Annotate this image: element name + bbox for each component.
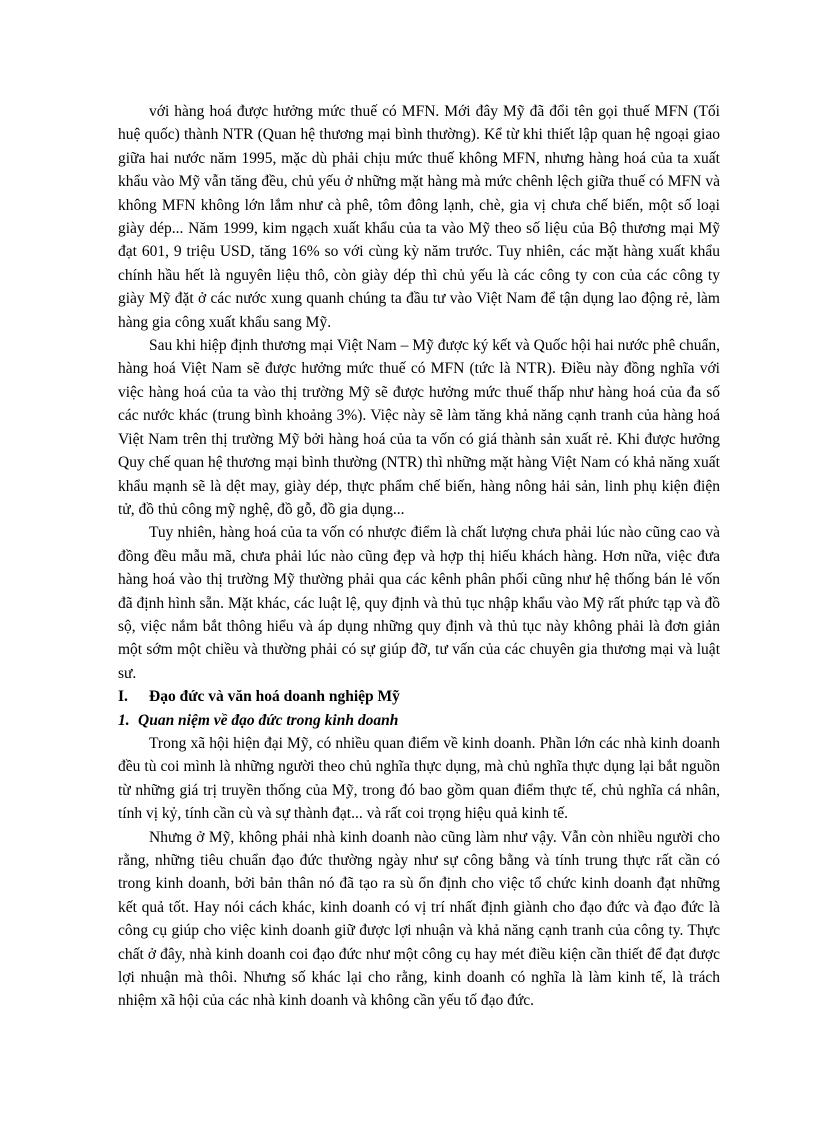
subsection-heading-number: 1. <box>118 711 130 729</box>
paragraph-business-views: Trong xã hội hiện đại Mỹ, có nhiều quan điểm về kinh doanh. Phần lớn các nhà kinh doanh đều tù coi mình là những người theo chủ nghĩa thực dụng, mà chủ nghĩa thực dụng lại bắt nguồn từ những giá trị truyền thống của Mỹ, trong đó bao gồm quan điểm thực tế, chủ nghĩa cá nhân, tính vị kỷ, tính cần cù và sự thành đạt... và rất coi trọng hiệu quả kinh tế. <box>118 734 720 823</box>
subsection-heading-title: Quan niệm về đạo đức trong kinh doanh <box>138 711 399 729</box>
section-heading <box>118 685 720 708</box>
paragraph-ethics-tool: Nhưng ở Mỹ, không phải nhà kinh doanh nào cũng làm như vậy. Vẫn còn nhiều người cho rằng, những tiêu chuẩn đạo đức thường ngày như sự công bằng và tính trung thực rất cần có trong kinh doanh, bởi bản thân nó đã tạo ra sù ổn định cho việc tổ chức kinh doanh đạt những kết quả tốt. Hay nói cách khác, kinh doanh có vị trí nhất định giành cho đạo đức và đạo đức là công cụ giúp cho việc kinh doanh giữ được lợi nhuận và khả năng cạnh tranh của công ty. Thực chất ở đây, nhà kinh doanh coi đạo đức như một công cụ hay mét điều kiện cần thiết để đạt được lợi nhuận mà thôi. Nhưng số khác lại cho rằng, kinh doanh có nghĩa là làm kinh tế, là trách nhiệm xã hội của các nhà kinh doanh và không cần yếu tố đạo đức. <box>118 828 720 1010</box>
subsection-heading <box>118 709 720 732</box>
section-heading-number: I. <box>118 688 128 706</box>
section-heading-title: Đạo đức và văn hoá doanh nghiệp Mỹ <box>149 688 400 706</box>
paragraph-mfn-trade: với hàng hoá được hưởng mức thuế có MFN. Mới đây Mỹ đã đổi tên gọi thuế MFN (Tối huệ quốc) thành NTR (Quan hệ thương mại bình thường). Kể từ khi thiết lập quan hệ ngoại giao giữa hai nước năm 1995, mặc dù phải chịu mức thuế không MFN, nhưng hàng hoá của ta xuất khẩu vào Mỹ vẫn tăng đều, chủ yếu ở những mặt hàng mà mức chênh lệch giữa thuế có MFN và không MFN không lớn lắm như cà phê, tôm đông lạnh, chè, gia vị chưa chế biến, một số loại giày dép... Năm 1999, kim ngạch xuất khẩu của ta vào Mỹ theo số liệu của Bộ thương mại Mỹ đạt 601, 9 triệu USD, tăng 16% so với cùng kỳ năm trước. Tuy nhiên, các mặt hàng xuất khẩu chính hầu hết là nguyên liệu thô, còn giày dép thì chủ yếu là các công ty con của các công ty giày Mỹ đặt ở các nước xung quanh chúng ta đầu tư vào Việt Nam để tận dụng lao động rẻ, làm hàng gia công xuất khẩu sang Mỹ. <box>118 103 720 331</box>
paragraph-trade-agreement: Sau khi hiệp định thương mại Việt Nam – Mỹ được ký kết và Quốc hội hai nước phê chuẩn, hàng hoá Việt Nam sẽ được hưởng mức thuế có MFN (tức là NTR). Điều này đồng nghĩa với việc hàng hoá của ta vào thị trường Mỹ sẽ được hưởng mức thuế thấp như hàng hoá của đa số các nước khác (trung bình khoảng 3%). Việc này sẽ làm tăng khả năng cạnh tranh của hàng hoá Việt Nam trên thị trường Mỹ bởi hàng hoá của ta vốn có giá thành sản xuất rẻ. Khi được hưởng Quy chế quan hệ thương mại bình thường (NTR) thì những mặt hàng Việt Nam có khả năng xuất khẩu mạnh sẽ là dệt may, giày dép, thực phẩm chế biến, hàng nông hải sản, linh phụ kiện điện tử, đồ thủ công mỹ nghệ, đồ gỗ, đồ gia dụng... <box>118 337 720 518</box>
document-page <box>118 100 720 1013</box>
paragraph-product-weaknesses: Tuy nhiên, hàng hoá của ta vốn có nhược điểm là chất lượng chưa phải lúc nào cũng cao và đồng đều mẫu mã, chưa phải lúc nào cũng đẹp và hợp thị hiếu khách hàng. Hơn nữa, việc đưa hàng hoá vào thị trường Mỹ thường phải qua các kênh phân phối cũng như hệ thống bán lẻ vốn đã định hình sẵn. Mặt khác, các luật lệ, quy định và thủ tục nhập khẩu vào Mỹ rất phức tạp và đồ sộ, việc nắm bắt thông hiểu và áp dụng những quy định và thủ tục này không phải là đơn giản một sớm một chiều và thường phải có sự giúp đỡ, tư vấn của các chuyên gia thương mại và luật sư. <box>118 524 720 682</box>
